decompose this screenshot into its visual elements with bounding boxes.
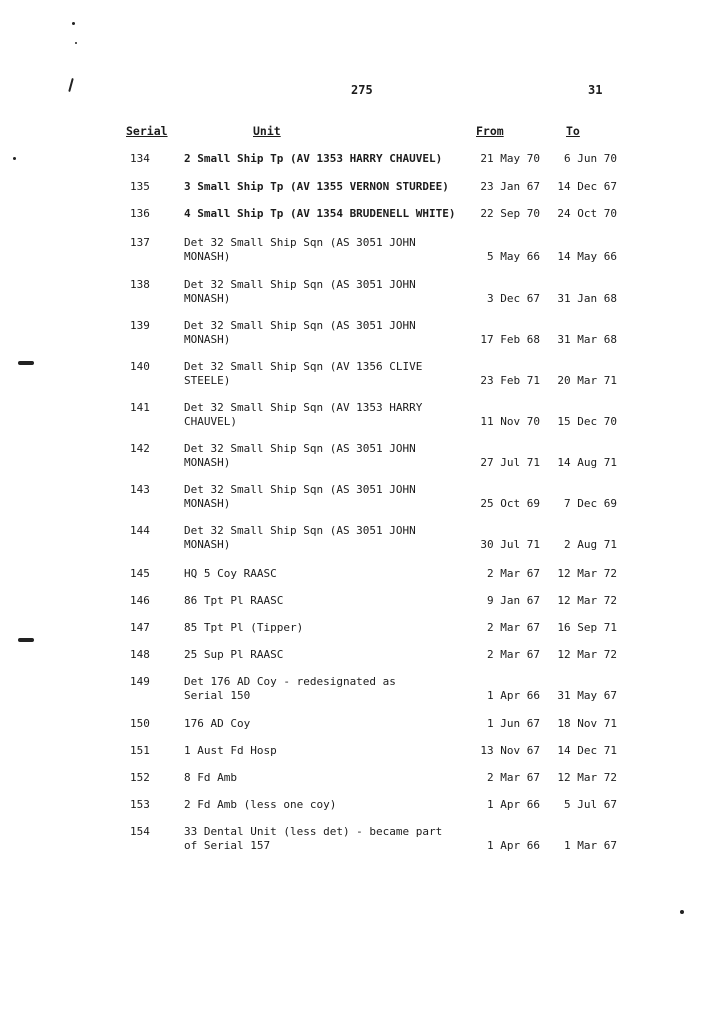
cell-from: 2 Mar 67 [487, 567, 540, 580]
cell-serial: 151 [130, 744, 150, 757]
cell-serial: 136 [130, 207, 150, 220]
cell-to: 12 Mar 72 [557, 594, 617, 607]
cell-from: 9 Jan 67 [487, 594, 540, 607]
cell-serial: 138 [130, 278, 150, 291]
cell-from: 5 May 66 [487, 250, 540, 263]
cell-serial: 152 [130, 771, 150, 784]
cell-serial: 140 [130, 360, 150, 373]
cell-from: 21 May 70 [480, 152, 540, 165]
cell-unit: Det 176 AD Coy - redesignated as Serial 150 [184, 675, 396, 702]
page-number-right: 31 [588, 83, 603, 97]
cell-unit: 3 Small Ship Tp (AV 1355 VERNON STURDEE) [184, 180, 449, 193]
scan-speck [72, 22, 75, 25]
cell-from: 11 Nov 70 [480, 415, 540, 428]
header-to: To [566, 124, 580, 138]
cell-serial: 144 [130, 524, 150, 537]
cell-from: 1 Apr 66 [487, 839, 540, 852]
cell-from: 30 Jul 71 [480, 538, 540, 551]
cell-to: 6 Jun 70 [564, 152, 617, 165]
scan-speck [18, 638, 34, 642]
cell-unit: 86 Tpt Pl RAASC [184, 594, 284, 607]
cell-unit: 25 Sup Pl RAASC [184, 648, 284, 661]
cell-unit: Det 32 Small Ship Sqn (AS 3051 JOHN MONASH) [184, 442, 416, 469]
scan-speck [13, 157, 16, 160]
cell-to: 14 Aug 71 [557, 456, 617, 469]
cell-unit: 33 Dental Unit (less det) - became part of Serial 157 [184, 825, 443, 852]
cell-from: 1 Apr 66 [487, 798, 540, 811]
cell-unit: HQ 5 Coy RAASC [184, 567, 277, 580]
cell-unit: 1 Aust Fd Hosp [184, 744, 277, 757]
cell-unit: Det 32 Small Ship Sqn (AS 3051 JOHN MONASH) [184, 236, 416, 263]
page-number-left: 275 [351, 83, 373, 97]
scan-speck [18, 361, 34, 365]
scan-speck [68, 78, 74, 92]
scan-speck [75, 42, 77, 44]
cell-to: 5 Jul 67 [564, 798, 617, 811]
cell-from: 17 Feb 68 [480, 333, 540, 346]
cell-from: 2 Mar 67 [487, 648, 540, 661]
cell-from: 23 Jan 67 [480, 180, 540, 193]
cell-serial: 146 [130, 594, 150, 607]
cell-serial: 139 [130, 319, 150, 332]
cell-from: 22 Sep 70 [480, 207, 540, 220]
cell-to: 14 Dec 71 [557, 744, 617, 757]
cell-from: 13 Nov 67 [480, 744, 540, 757]
cell-to: 18 Nov 71 [557, 717, 617, 730]
cell-to: 14 Dec 67 [557, 180, 617, 193]
cell-to: 16 Sep 71 [557, 621, 617, 634]
cell-from: 1 Jun 67 [487, 717, 540, 730]
cell-unit: 2 Fd Amb (less one coy) [184, 798, 337, 811]
cell-serial: 147 [130, 621, 150, 634]
cell-to: 24 Oct 70 [557, 207, 617, 220]
cell-unit: Det 32 Small Ship Sqn (AS 3051 JOHN MONASH) [184, 278, 416, 305]
cell-unit: Det 32 Small Ship Sqn (AS 3051 JOHN MONASH) [184, 483, 416, 510]
cell-from: 2 Mar 67 [487, 621, 540, 634]
cell-unit: Det 32 Small Ship Sqn (AV 1356 CLIVE STEELE) [184, 360, 423, 387]
cell-serial: 142 [130, 442, 150, 455]
cell-to: 31 Mar 68 [557, 333, 617, 346]
cell-from: 3 Dec 67 [487, 292, 540, 305]
cell-serial: 149 [130, 675, 150, 688]
cell-serial: 137 [130, 236, 150, 249]
cell-serial: 150 [130, 717, 150, 730]
cell-serial: 153 [130, 798, 150, 811]
cell-from: 27 Jul 71 [480, 456, 540, 469]
scan-speck [680, 910, 684, 914]
cell-to: 31 May 67 [557, 689, 617, 702]
cell-unit: Det 32 Small Ship Sqn (AS 3051 JOHN MONASH) [184, 319, 416, 346]
cell-from: 25 Oct 69 [480, 497, 540, 510]
cell-to: 12 Mar 72 [557, 771, 617, 784]
cell-to: 1 Mar 67 [564, 839, 617, 852]
cell-to: 14 May 66 [557, 250, 617, 263]
cell-serial: 148 [130, 648, 150, 661]
cell-serial: 143 [130, 483, 150, 496]
cell-from: 2 Mar 67 [487, 771, 540, 784]
cell-serial: 154 [130, 825, 150, 838]
cell-unit: 2 Small Ship Tp (AV 1353 HARRY CHAUVEL) [184, 152, 443, 165]
cell-to: 15 Dec 70 [557, 415, 617, 428]
cell-from: 23 Feb 71 [480, 374, 540, 387]
cell-serial: 134 [130, 152, 150, 165]
cell-to: 12 Mar 72 [557, 567, 617, 580]
cell-unit: 4 Small Ship Tp (AV 1354 BRUDENELL WHITE) [184, 207, 456, 220]
cell-to: 12 Mar 72 [557, 648, 617, 661]
header-serial: Serial [126, 124, 168, 138]
cell-to: 2 Aug 71 [564, 538, 617, 551]
cell-unit: Det 32 Small Ship Sqn (AS 3051 JOHN MONASH) [184, 524, 416, 551]
cell-serial: 135 [130, 180, 150, 193]
cell-unit: 8 Fd Amb [184, 771, 237, 784]
header-from: From [476, 124, 504, 138]
cell-serial: 141 [130, 401, 150, 414]
cell-from: 1 Apr 66 [487, 689, 540, 702]
cell-to: 31 Jan 68 [557, 292, 617, 305]
cell-to: 20 Mar 71 [557, 374, 617, 387]
cell-serial: 145 [130, 567, 150, 580]
header-unit: Unit [253, 124, 281, 138]
cell-unit: 176 AD Coy [184, 717, 251, 730]
cell-unit: 85 Tpt Pl (Tipper) [184, 621, 304, 634]
cell-to: 7 Dec 69 [564, 497, 617, 510]
cell-unit: Det 32 Small Ship Sqn (AV 1353 HARRY CHAUVEL) [184, 401, 423, 428]
